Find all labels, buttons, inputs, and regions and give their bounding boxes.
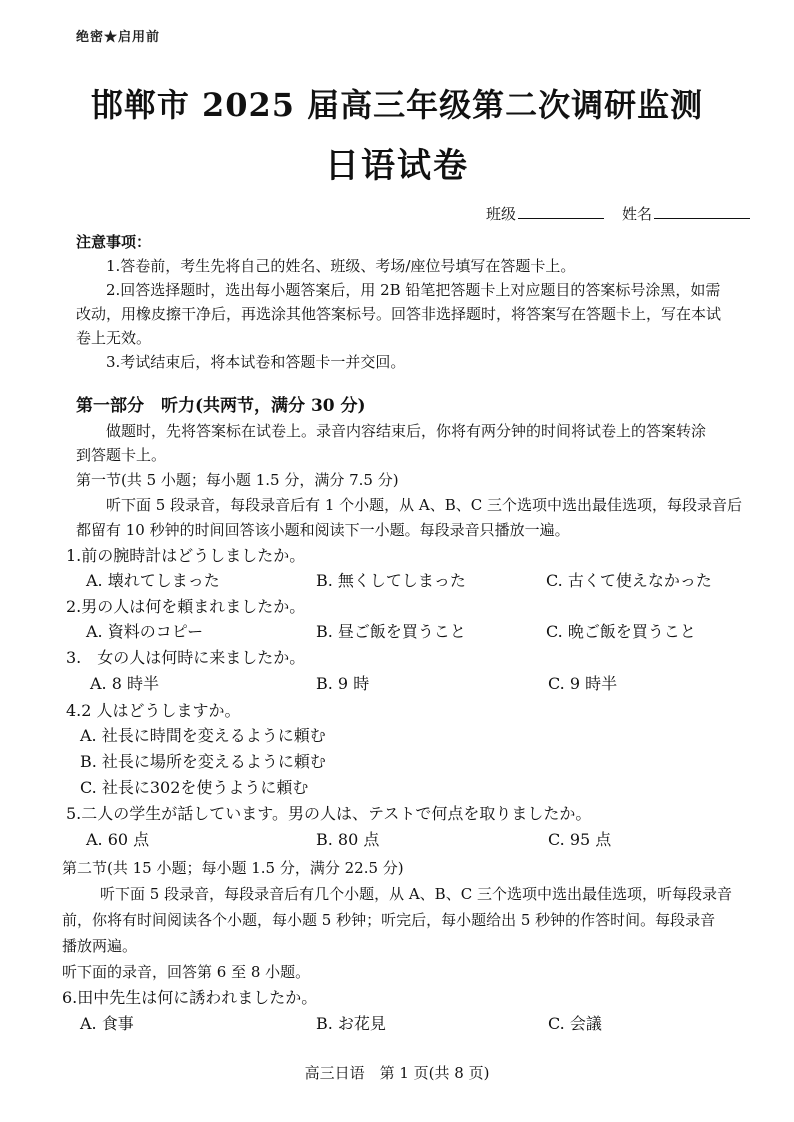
secret-mark: 绝密★启用前 [76,30,161,45]
question-4-stem: 4.2 人はどうしますか。 [66,701,241,720]
class-blank[interactable] [518,202,604,219]
question-3-option-b[interactable]: B. 9 時 [316,674,370,693]
question-2-option-a[interactable]: A. 資料のコピー [86,622,204,641]
section1-intro-line-1: 听下面 5 段录音，每段录音后有 1 个小题，从 A、B、C 三个选项中选出最佳选项，每段录音后 [106,496,743,514]
question-3-option-c[interactable]: C. 9 時半 [548,674,618,693]
question-1-stem: 1.前の腕時計はどうしましたか。 [66,546,306,565]
question-4-option-c[interactable]: C. 社長に302を使うように頼む [80,778,309,797]
question-2-option-b[interactable]: B. 昼ご飯を買うこと [316,622,466,641]
question-2-option-c[interactable]: C. 晩ご飯を買うこと [546,622,696,641]
section2-intro-line-1: 听下面 5 段录音，每段录音后有几个小题，从 A、B、C 三个选项中选出最佳选项，听每段录音 [100,885,732,903]
section2-intro-line-2: 前，你将有时间阅读各个小题，每小题 5 秒钟；听完后，每小题给出 5 秒钟的作答时间。每段录音 [62,911,716,929]
notice-item-2-line-3: 卷上无效。 [76,329,152,347]
section2-group-intro: 听下面的录音，回答第 6 至 8 小题。 [62,963,311,981]
part1-intro-line-2: 到答题卡上。 [76,446,167,464]
question-1-option-a[interactable]: A. 壊れてしまった [86,571,220,590]
name-blank[interactable] [654,202,750,219]
exam-subtitle: 日语试卷 [325,146,469,186]
question-2-stem: 2.男の人は何を頼まれましたか。 [66,597,306,616]
name-field[interactable] [622,202,750,224]
class-field[interactable] [486,202,604,224]
section1-intro-line-2: 都留有 10 秒钟的时间回答该小题和阅读下一小题。每段录音只播放一遍。 [76,521,570,539]
question-5-stem: 5.二人の学生が話しています。男の人は、テストで何点を取りましたか。 [66,804,592,823]
question-4-option-b[interactable]: B. 社長に場所を変えるように頼む [80,752,326,771]
question-4-option-a[interactable]: A. 社長に時間を変えるように頼む [80,726,326,745]
notice-item-3: 3.考试结束后，将本试卷和答题卡一并交回。 [106,353,406,371]
part1-intro-line-1: 做题时，先将答案标在试卷上。录音内容结束后，你将有两分钟的时间将试卷上的答案转涂 [106,422,707,440]
question-5-option-a[interactable]: A. 60 点 [86,830,150,849]
section1-heading: 第一节(共 5 小题；每小题 1.5 分，满分 7.5 分) [76,471,399,489]
question-1-option-c[interactable]: C. 古くて使えなかった [546,571,712,590]
question-6-option-b[interactable]: B. お花見 [316,1014,386,1033]
question-3-stem: 3. 女の人は何時に来ましたか。 [66,648,306,667]
page-footer: 高三日语 第 1 页(共 8 页) [304,1064,490,1082]
notice-heading: 注意事项： [76,233,152,251]
notice-item-2-line-2: 改动，用橡皮擦干净后，再选涂其他答案标号。回答非选择题时，将答案写在答题卡上，写在本试 [76,305,722,323]
notice-item-2-line-1: 2.回答选择题时，选出每小题答案后，用 2B 铅笔把答题卡上对应题目的答案标号涂黑，如需 [106,281,721,299]
notice-item-1: 1.答卷前，考生先将自己的姓名、班级、考场/座位号填写在答题卡上。 [106,257,576,275]
name-label: 姓名 [622,205,653,223]
class-label: 班级 [486,205,517,223]
part1-heading: 第一部分 听力(共两节，满分 30 分) [76,396,366,416]
section2-intro-line-3: 播放两遍。 [62,937,138,955]
question-5-option-c[interactable]: C. 95 点 [548,830,612,849]
question-3-option-a[interactable]: A. 8 時半 [90,674,159,693]
section2-heading: 第二节(共 15 小题；每小题 1.5 分，满分 22.5 分) [62,859,404,877]
question-5-option-b[interactable]: B. 80 点 [316,830,380,849]
exam-title: 邯郸市 2025 届高三年级第二次调研监测 [90,86,704,124]
question-6-option-a[interactable]: A. 食事 [80,1014,134,1033]
question-1-option-b[interactable]: B. 無くしてしまった [316,571,466,590]
question-6-option-c[interactable]: C. 会議 [548,1014,602,1033]
question-6-stem: 6.田中先生は何に誘われましたか。 [62,988,318,1007]
